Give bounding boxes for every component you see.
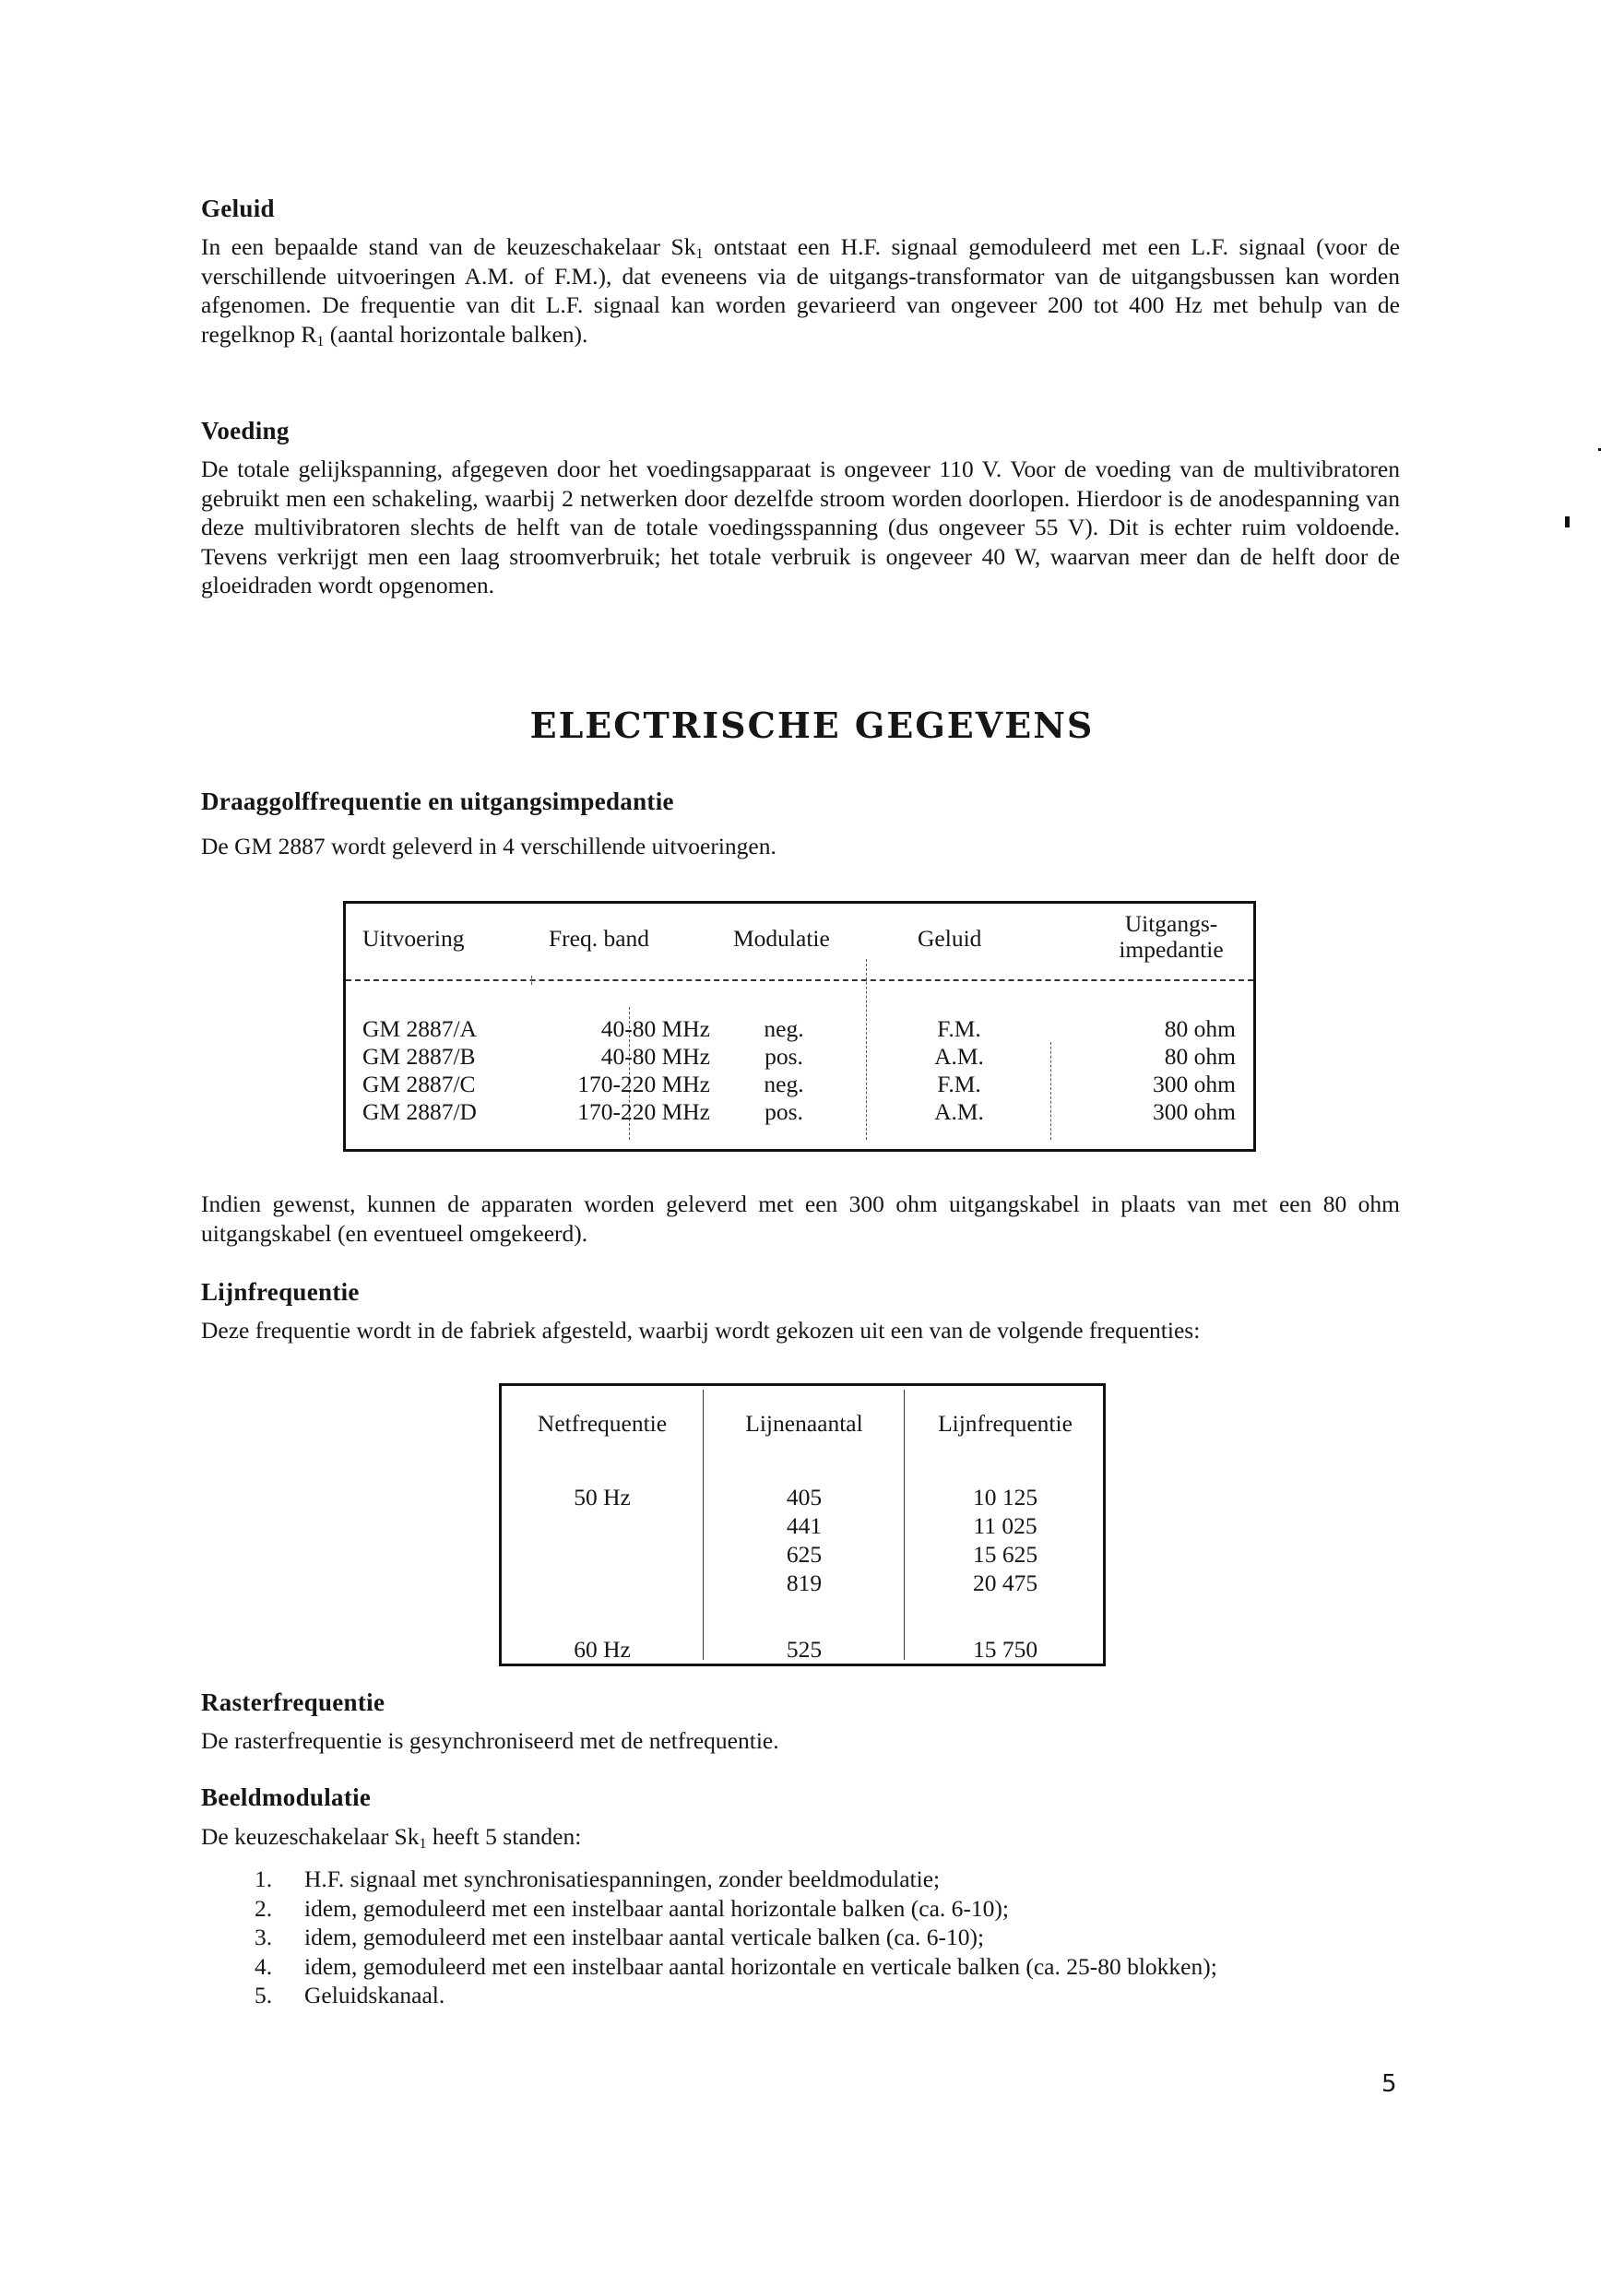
table1-cell-uitvoering: GM 2887/A [362,1015,477,1042]
table2-column-divider [703,1390,704,1660]
page-title: ELECTRISCHE GEGEVENS [529,705,1095,746]
section-lijnfrequentie [201,1277,1400,1345]
list-item-number: 3. [255,1924,273,1950]
table2-cell-lijnenaantal: 625 [786,1541,823,1568]
list-item-number: 1. [255,1866,273,1892]
list-item-text: idem, gemoduleerd met een instelbaar aantal horizontale balken (ca. 6-10); [304,1894,1009,1922]
heading-draaggolf: Draaggolffrequentie en uitgangsimpedantie [201,788,674,815]
table2-header-lijnenaantal: Lijnenaantal [745,1410,863,1437]
list-item-text: idem, gemoduleerd met een instelbaar aantal horizontale en verticale balken (ca. 25-80 blokken); [304,1952,1217,1980]
heading-rasterfrequentie: Rasterfrequentie [201,1688,385,1716]
modulation-list [201,1865,1400,2010]
table1-header-impedantie-1: Uitgangs- [1124,910,1218,937]
scan-speck [1565,516,1570,527]
table1-cell-freq-band: 170-220 MHz [577,1071,710,1097]
table1-cell-freq-band: 40-80 MHz [600,1043,710,1070]
table2-cell-lijnfrequentie: 20 475 [972,1569,1038,1596]
heading-geluid: Geluid [201,195,275,222]
table2-cell-lijnfrequentie: 15 625 [972,1541,1038,1568]
paragraph-indien: Indien gewenst, kunnen de apparaten worden geleverd met een 300 ohm uitgangskabel in plaats van met een 80 ohm uitgangskabel (en eventueel omgekeerd). [201,1190,1400,1247]
heading-lijnfrequentie: Lijnfrequentie [201,1278,360,1306]
section-geluid [201,194,1400,349]
versions-table [343,901,1256,1152]
section-draaggolf [201,787,1400,861]
table1-cell-geluid: F.M. [937,1015,981,1042]
table1-cell-uitvoering: GM 2887/B [362,1043,476,1070]
table1-cell-impedantie: 80 ohm [1164,1043,1236,1070]
section-voeding [201,416,1400,600]
table1-cell-impedantie: 300 ohm [1153,1071,1236,1097]
section-indien [201,1190,1400,1248]
section-raster [201,1688,1400,1756]
table1-cell-geluid: A.M. [934,1043,984,1070]
line-frequency-table [499,1383,1106,1666]
table2-cell-lijnfrequentie: 15 750 [972,1636,1038,1663]
paragraph-voeding: De totale gelijkspanning, afgegeven door het voedingsapparaat is ongeveer 110 V. Voor de voeding van de multivibratoren gebruikt men een schakeling, waarbij 2 netwerken door dezelfde stroom worden doorlopen. Hierdoor is de anodespanning van deze multivibratoren slechts de helft van de totale voedingsspanning (dus ongeveer 55 V). Dit is echter ruim voldoende. Tevens verkrijgt men een laag stroomverbruik; het totale verbruik is ongeveer 40 W, waarvan meer dan de helft door de gloeidraden wordt opgenomen. [201,456,1400,598]
table1-cell-geluid: F.M. [937,1071,981,1097]
section-beeldmodulatie [201,1783,1400,1852]
table1-cell-geluid: A.M. [934,1098,984,1125]
table2-cell-lijnfrequentie: 11 025 [973,1512,1037,1539]
table1-cell-uitvoering: GM 2887/D [362,1098,477,1125]
table1-cell-freq-band: 170-220 MHz [577,1098,710,1125]
table2-header-netfrequentie: Netfrequentie [537,1410,668,1437]
table1-cell-modulatie: pos. [765,1043,803,1070]
list-item-text: Geluidskanaal. [304,1982,445,2008]
paragraph-lijnfrequentie: Deze frequentie wordt in de fabriek afgesteld, waarbij wordt gekozen uit een van de volgende frequenties: [201,1317,1201,1344]
page-number: 5 [1381,2070,1397,2098]
table1-column-divider [866,959,867,1140]
paragraph-draaggolf: De GM 2887 wordt geleverd in 4 verschillende uitvoeringen. [201,833,776,859]
table2-cell-lijnenaantal: 441 [786,1512,823,1539]
table1-cell-impedantie: 300 ohm [1153,1098,1236,1125]
table1-column-divider [531,976,532,985]
list-item-number: 5. [255,1982,273,2008]
paragraph-geluid: In een bepaalde stand van de keuzeschakelaar $Sk_1$ ontstaat een H.F. signaal gemoduleerd met een L.F. signaal (voor de verschillende uitvoeringen A.M. of F.M.), dat eveneens via de uitgangs-transformator van de uitgangsbussen kan worden afgenomen. De frequentie van dit L.F. signaal kan worden gevarieerd van ongeveer 200 tot 400 Hz met behulp van de regelknop $R_1$ (aantal horizontale balken). [201,233,1400,349]
list-item [201,1981,1400,2010]
table1-header-geluid: Geluid [918,925,982,952]
table2-header-lijnfrequentie: Lijnfrequentie [938,1410,1073,1437]
table1-header-uitvoering: Uitvoering [362,925,465,952]
table2-cell-netfrequentie: 60 Hz [574,1636,631,1663]
table1-cell-modulatie: neg. [764,1015,804,1042]
paragraph-raster: De rasterfrequentie is gesynchroniseerd met de netfrequentie. [201,1727,779,1754]
scan-speck [1598,448,1601,451]
table2-column-divider [904,1390,905,1660]
table1-cell-impedantie: 80 ohm [1164,1015,1236,1042]
list-item-text: idem, gemoduleerd met een instelbaar aantal verticale balken (ca. 6-10); [304,1924,985,1950]
table2-cell-netfrequentie: 50 Hz [574,1484,631,1510]
table1-cell-modulatie: neg. [764,1071,804,1097]
table2-cell-lijnenaantal: 819 [786,1569,823,1596]
heading-voeding: Voeding [201,417,290,444]
table2-cell-lijnfrequentie: 10 125 [972,1484,1038,1510]
list-item [201,1865,1400,1894]
table1-cell-uitvoering: GM 2887/C [362,1071,476,1097]
list-item [201,1923,1400,1952]
heading-beeldmodulatie: Beeldmodulatie [201,1783,372,1811]
table1-header-divider [346,979,1253,981]
list-item [201,1894,1400,1924]
list-item-number: 2. [255,1894,273,1922]
table1-header-impedantie-2: impedantie [1119,936,1224,963]
paragraph-beeld-intro: De keuzeschakelaar $Sk_1$ heeft 5 standen: [201,1823,582,1852]
list-item-number: 4. [255,1952,273,1980]
list-item [201,1952,1400,1982]
table1-cell-modulatie: pos. [765,1098,803,1125]
table1-cell-freq-band: 40-80 MHz [600,1015,710,1042]
list-item-text: H.F. signaal met synchronisatiespanningen, zonder beeldmodulatie; [304,1866,941,1892]
table2-cell-lijnenaantal: 525 [786,1636,823,1663]
table1-column-divider [1050,1042,1051,1140]
table1-header-freq-band: Freq. band [549,925,650,952]
table1-header-modulatie: Modulatie [733,925,830,952]
table2-cell-lijnenaantal: 405 [786,1484,823,1510]
